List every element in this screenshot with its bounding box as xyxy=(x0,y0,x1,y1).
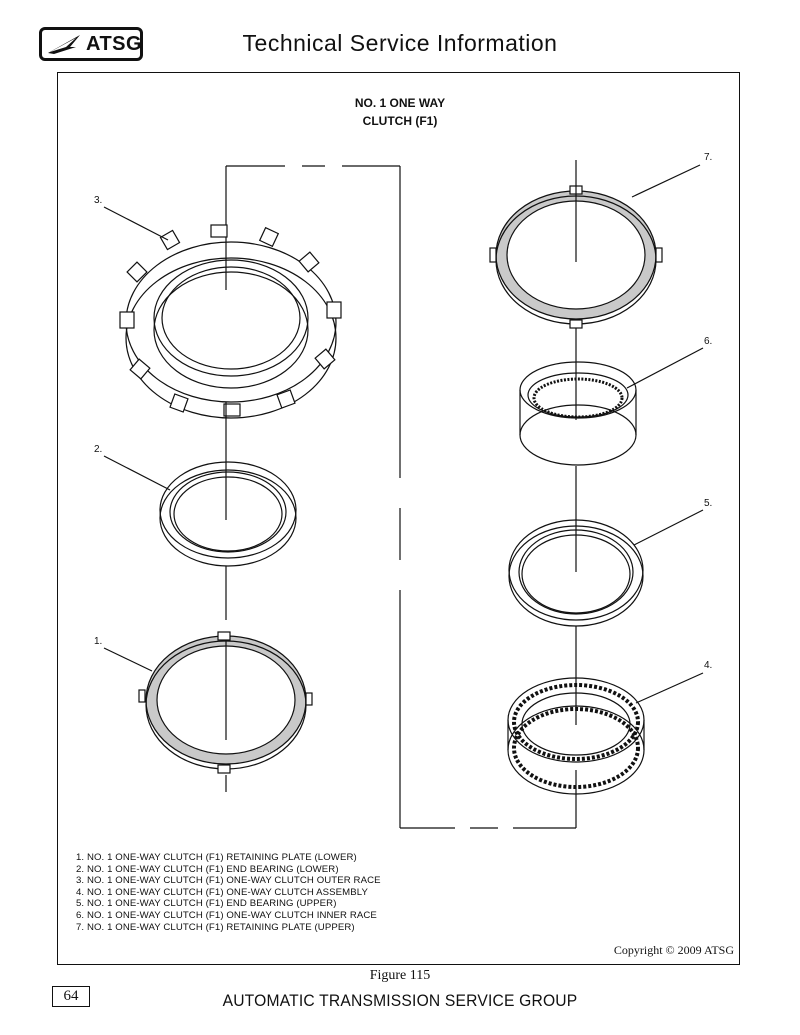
legend-item: 4. NO. 1 ONE-WAY CLUTCH (F1) ONE-WAY CLUTCH ASSEMBLY xyxy=(76,886,368,898)
page-number: 64 xyxy=(52,986,90,1007)
legend-item: 5. NO. 1 ONE-WAY CLUTCH (F1) END BEARING (UPPER) xyxy=(76,898,337,910)
diagram-title-line2: CLUTCH (F1) xyxy=(362,114,438,128)
inner-race-part xyxy=(520,362,636,465)
legend-item: 2. NO. 1 ONE-WAY CLUTCH (F1) END BEARING (LOWER) xyxy=(76,863,339,875)
callout-1: 1. xyxy=(94,636,103,647)
callout-2: 2. xyxy=(94,444,103,455)
parts-legend xyxy=(76,852,381,933)
callout-6: 6. xyxy=(704,336,713,347)
legend-item: 1. NO. 1 ONE-WAY CLUTCH (F1) RETAINING PLATE (LOWER) xyxy=(76,852,357,863)
callout-7: 7. xyxy=(704,152,713,163)
callout-5: 5. xyxy=(704,498,713,509)
outer-race-part xyxy=(120,225,341,418)
callout-4: 4. xyxy=(704,660,713,671)
logo-text: ATSG xyxy=(86,33,143,55)
footer-title: AUTOMATIC TRANSMISSION SERVICE GROUP xyxy=(222,991,578,1010)
diagram-title-line1: NO. 1 ONE WAY xyxy=(354,96,446,110)
legend-item: 3. NO. 1 ONE-WAY CLUTCH (F1) ONE-WAY CLUTCH OUTER RACE xyxy=(76,875,381,887)
lower-end-bearing-part xyxy=(160,462,296,566)
figure-label: Figure 115 xyxy=(369,968,431,983)
copyright-notice: Copyright © 2009 ATSG xyxy=(613,943,734,957)
legend-item: 7. NO. 1 ONE-WAY CLUTCH (F1) RETAINING PLATE (UPPER) xyxy=(76,921,355,933)
callout-3: 3. xyxy=(94,195,103,206)
legend-item: 6. NO. 1 ONE-WAY CLUTCH (F1) ONE-WAY CLUTCH INNER RACE xyxy=(76,909,377,921)
page-title: Technical Service Information xyxy=(242,30,558,56)
